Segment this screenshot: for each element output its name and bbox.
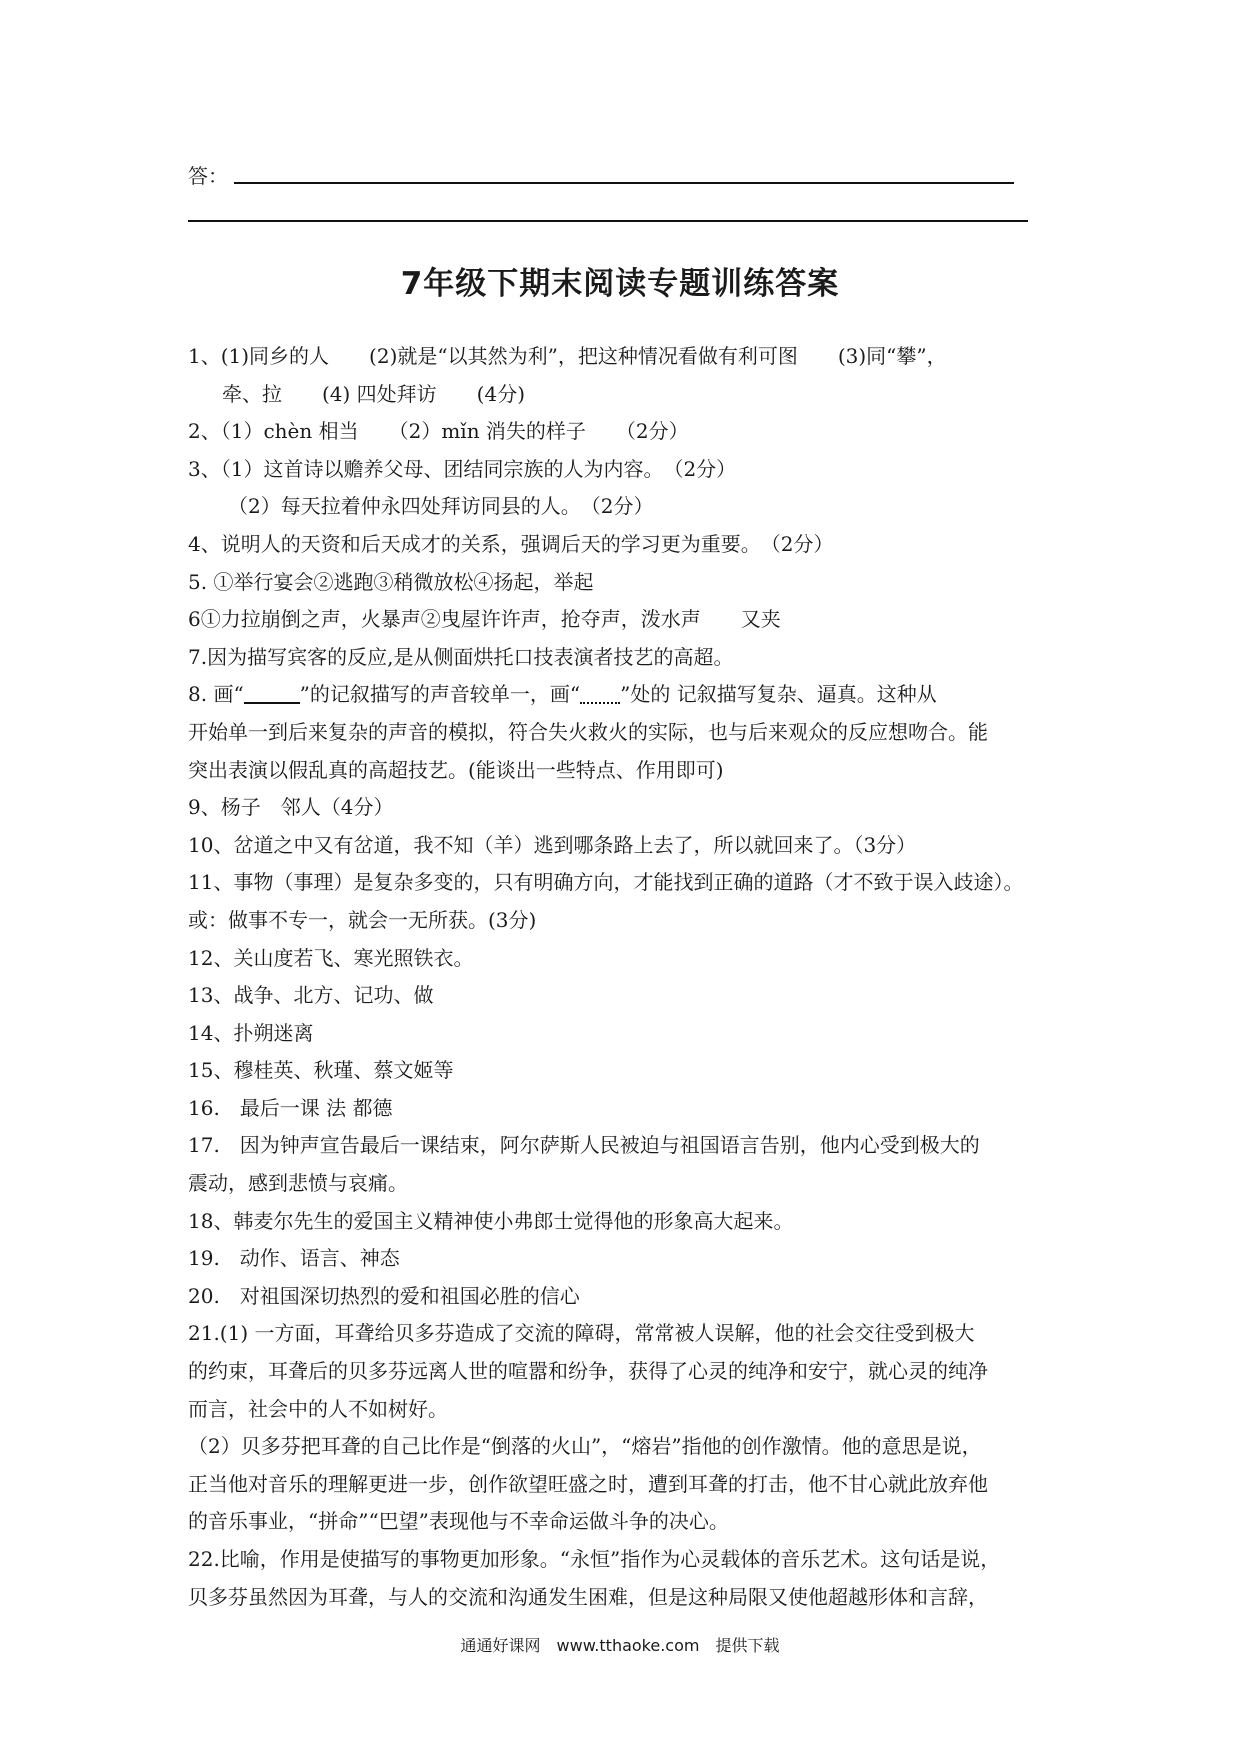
answer-line: 的音乐事业，“拼命”“巴望”表现他与不幸命运做斗争的决心。	[188, 1509, 729, 1534]
answer-line: 13、战争、北方、记功、做	[188, 983, 434, 1008]
answer-text: 8. 画“	[188, 682, 244, 707]
answer-blank-line	[188, 220, 1028, 222]
page-title: 7年级下期末阅读专题训练答案	[400, 266, 840, 302]
answer-line: 21.(1) 一方面，耳聋给贝多芬造成了交流的障碍，常常被人误解，他的社会交往受到极大	[188, 1321, 975, 1346]
answer-line: 5. ①举行宴会②逃跑③稍微放松④扬起，举起	[188, 569, 594, 594]
answer-line: 的约束，耳聋后的贝多芬远离人世的喧嚣和纷争，获得了心灵的纯净和安宁，就心灵的纯净	[188, 1359, 988, 1384]
answer-line: 6①力拉崩倒之声，火暴声②曳屋许许声，抢夺声，泼水声 又夹	[188, 607, 781, 632]
answer-line: 1、(1)同乡的人 (2)就是“以其然为利”，把这种情况看做有利可图 (3)同“攀”，	[188, 344, 947, 368]
answer-line: 19. 动作、语言、神态	[188, 1246, 400, 1271]
answer-text: ”的记叙描写的声音较单一，画“	[299, 682, 581, 707]
answer-line: 或：做事不专一，就会一无所获。(3分)	[188, 907, 537, 932]
answer-line: 3、（1）这首诗以赡养父母、团结同宗族的人为内容。 （2分）	[188, 456, 737, 481]
answer-line: 14、扑朔迷离	[188, 1020, 314, 1045]
answer-line: 7.因为描写宾客的反应,是从侧面烘托口技表演者技艺的高超。	[188, 644, 734, 669]
answer-line: 突出表演以假乱真的高超技艺。(能谈出一些特点、作用即可)	[188, 757, 724, 782]
answer-line: 16. 最后一课 法 都德	[188, 1095, 393, 1120]
answer-line: （2）每天拉着仲永四处拜访同县的人。 （2分）	[228, 494, 654, 519]
solid-underline-marker	[244, 684, 300, 704]
answer-line: 10、岔道之中又有岔道，我不知（羊）逃到哪条路上去了，所以就回来了。（3分）	[188, 832, 917, 857]
answer-line: 2、（1）chèn 相当 （2）mǐn 消失的样子 （2分）	[188, 419, 689, 444]
answer-list	[188, 338, 1068, 1616]
answer-line: 11、事物（事理）是复杂多变的，只有明确方向，才能找到正确的道路（才不致于误入歧途）。	[188, 870, 1024, 895]
answer-line: 而言，社会中的人不如树好。	[188, 1396, 448, 1421]
answer-text: ”处的 记叙描写复杂、逼真。这种从	[620, 682, 937, 707]
answer-blank-line	[234, 182, 1014, 184]
answer-line: 20. 对祖国深切热烈的爱和祖国必胜的信心	[188, 1283, 580, 1308]
answer-line: 22.比喻，作用是使描写的事物更加形象。“永恒”指作为心灵载体的音乐艺术。这句话是说，	[188, 1547, 1001, 1571]
answer-row	[188, 160, 1028, 188]
answer-line: 15、穆桂英、秋瑾、蔡文姬等	[188, 1058, 454, 1083]
answer-line-underline-markers	[188, 676, 1068, 714]
answer-line: 12、关山度若飞、寒光照铁衣。	[188, 945, 474, 970]
answer-label: 答：	[188, 164, 228, 188]
answer-line: 4、说明人的天资和后天成才的关系，强调后天的学习更为重要。 （2分）	[188, 531, 834, 556]
download-footer: 通通好课网 www.tthaoke.com 提供下载	[460, 1636, 780, 1655]
answer-area	[188, 160, 1028, 188]
answer-line: 震动，感到悲愤与哀痛。	[188, 1171, 408, 1196]
answer-line: 18、韩麦尔先生的爱国主义精神使小弗郎士觉得他的形象高大起来。	[188, 1208, 794, 1233]
answer-line: 9、杨子 邻人（4分）	[188, 795, 394, 820]
answer-line: （2）贝多芬把耳聋的自己比作是“倒落的火山”，“熔岩”指他的创作激情。他的意思是说，	[188, 1434, 982, 1459]
answer-line: 贝多芬虽然因为耳聋，与人的交流和沟通发生困难，但是这种局限又使他超越形体和言辞，	[188, 1584, 988, 1609]
answer-line: 开始单一到后来复杂的声音的模拟，符合失火救火的实际，也与后来观众的反应想吻合。能	[188, 719, 988, 744]
answer-line: 正当他对音乐的理解更进一步，创作欲望旺盛之时，遭到耳聋的打击，他不甘心就此放弃他	[188, 1471, 988, 1496]
wavy-underline-marker	[580, 684, 620, 704]
answer-line: 牵、拉 (4) 四处拜访 (4分)	[222, 381, 526, 406]
answer-line: 17. 因为钟声宣告最后一课结束，阿尔萨斯人民被迫与祖国语言告别，他内心受到极大的	[188, 1133, 980, 1158]
